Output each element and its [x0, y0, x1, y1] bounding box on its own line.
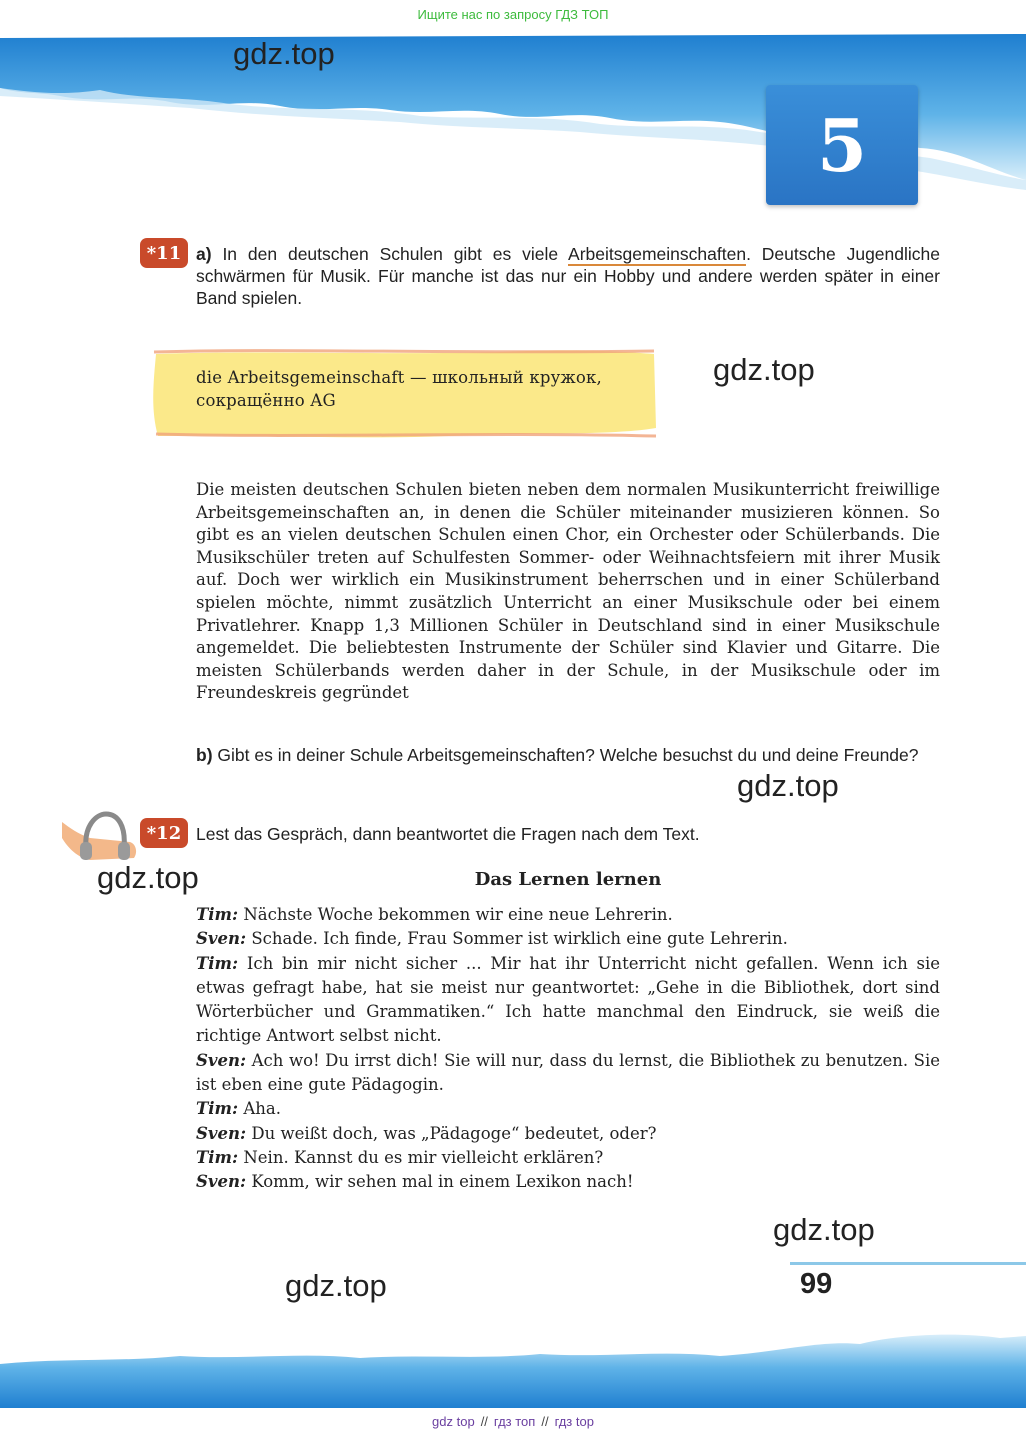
watermark: gdz.top: [97, 860, 199, 895]
bottom-links: [0, 1414, 1026, 1429]
task11-part-a-label: a): [196, 244, 212, 264]
chapter-number-box: [766, 85, 918, 205]
speaker: Sven:: [196, 1172, 247, 1192]
dialog-line: [196, 1122, 940, 1146]
dialog-title: Das Lernen lernen: [474, 869, 662, 890]
dialog-line: [196, 1049, 940, 1098]
task11-part-a: [196, 243, 940, 309]
dialog-text: Ach wo! Du irrst dich! Sie will nur, dass du lernst, die Bibliothek zu benutzen. Sie ist eben eine gute Pädagogin.: [196, 1050, 940, 1095]
dialog-line: [196, 903, 940, 927]
bottom-link-3[interactable]: гдз top: [554, 1414, 594, 1429]
vocab-line-1: die Arbeitsgemeinschaft — школьный кружок,: [196, 368, 602, 387]
headphone-icon: [60, 808, 140, 864]
bottom-separator: //: [480, 1414, 488, 1429]
speaker: Tim:: [196, 905, 239, 924]
task11-part-a-before: In den deutschen Schulen gibt es viele: [222, 244, 559, 264]
dialog-text: Ich bin mir nicht sicher ... Mir hat ihr Unterricht nicht gefallen. Wenn ich sie etwas gefragt habe, hat sie meist nur geantwortet: „Gehe in die Bibliothek, dort sind Wörterbücher und Grammatiken.“ Ich hatte manchmal den Eindruck, sie weiß die richtige Antwort selbst nicht.: [196, 953, 940, 1046]
speaker: Sven:: [196, 1050, 247, 1070]
dialog-text: Nächste Woche bekommen wir eine neue Lehrerin.: [243, 905, 673, 924]
vocab-definition: [196, 366, 644, 412]
task11-part-b: [196, 744, 940, 766]
speaker: Sven:: [196, 1123, 247, 1143]
bottom-link-2[interactable]: гдз топ: [493, 1414, 536, 1429]
dialog-line: [196, 1146, 940, 1170]
dialog-text: Nein. Kannst du es mir vielleicht erklären?: [243, 1147, 604, 1167]
watermark: gdz.top: [285, 1268, 387, 1303]
dialog-text: Aha.: [243, 1099, 281, 1119]
dialog-line: [196, 952, 940, 1049]
speaker: Sven:: [196, 929, 247, 949]
dialog-line: [196, 1170, 940, 1194]
bottom-link-1[interactable]: gdz top: [432, 1414, 475, 1429]
dialog-text: Komm, wir sehen mal in einem Lexikon nach!: [251, 1172, 634, 1192]
task11-part-b-label: b): [196, 745, 213, 765]
task11-term: Arbeitsgemeinschaften: [568, 244, 747, 264]
watermark: gdz.top: [737, 768, 839, 803]
task-badge-12: *12: [140, 818, 188, 848]
task11-part-a-after: . Deutsche Jugendliche schwärmen für Musik. Für manche ist das nur ein Hobby und andere werden später in einer Band spielen.: [196, 244, 940, 308]
bottom-separator: //: [541, 1414, 549, 1429]
dialog-line: [196, 1097, 940, 1121]
chapter-number: 5: [816, 102, 868, 188]
task11-main-text: Die meisten deutschen Schulen bieten neben dem normalen Musikunterricht freiwillige Arbeitsgemeinschaften an, in denen die Schüler miteinander musizieren können. So gibt es an vielen deutschen Schulen einen Chor, ein Orchester oder Schülerbands. Die Musikschüler treten auf Schulfesten Sommer- oder Weihnachtsfeiern mit ihrer Musik auf. Doch wer wirklich ein Musikinstrument beherrschen und in einer Schülerband spielen möchte, nimmt zusätzlich Unterricht an einer Musikschule oder bei einem Privatlehrer. Knapp 1,3 Millionen Schüler in Deutschland sind in einer Musikschule angemeldet. Die beliebtesten Instrumente der Schüler sind Klavier und Gitarre. Die meisten Schülerbands werden daher in der Schule, in der Musikschule oder im Freundeskreis gegründet: [196, 480, 940, 703]
page-number-rule: [790, 1262, 1026, 1265]
vocab-line-2: сокращённо AG: [196, 391, 336, 410]
task-badge-11: *11: [140, 238, 188, 268]
dialog-text: Schade. Ich finde, Frau Sommer ist wirklich eine gute Lehrerin.: [251, 929, 788, 949]
speaker: Tim:: [196, 1147, 239, 1167]
speaker: Tim:: [196, 1099, 239, 1119]
watermark: gdz.top: [233, 36, 335, 71]
footer-sky-band: [0, 1330, 1026, 1410]
task12-instruction: Lest das Gespräch, dann beantwortet die Fragen nach dem Text.: [196, 824, 700, 844]
dialog-line: [196, 927, 940, 951]
top-banner: Ищите нас по запросу ГДЗ ТОП: [417, 7, 609, 22]
task11-part-b-text: Gibt es in deiner Schule Arbeitsgemeinschaften? Welche besuchst du und deine Freunde?: [217, 745, 919, 765]
speaker: Tim:: [196, 953, 239, 973]
watermark: gdz.top: [773, 1212, 875, 1247]
dialog: [196, 903, 940, 1195]
dialog-text: Du weißt doch, was „Pädagoge“ bedeutet, oder?: [251, 1123, 657, 1143]
page-number: 99: [800, 1268, 833, 1300]
watermark: gdz.top: [713, 352, 815, 387]
